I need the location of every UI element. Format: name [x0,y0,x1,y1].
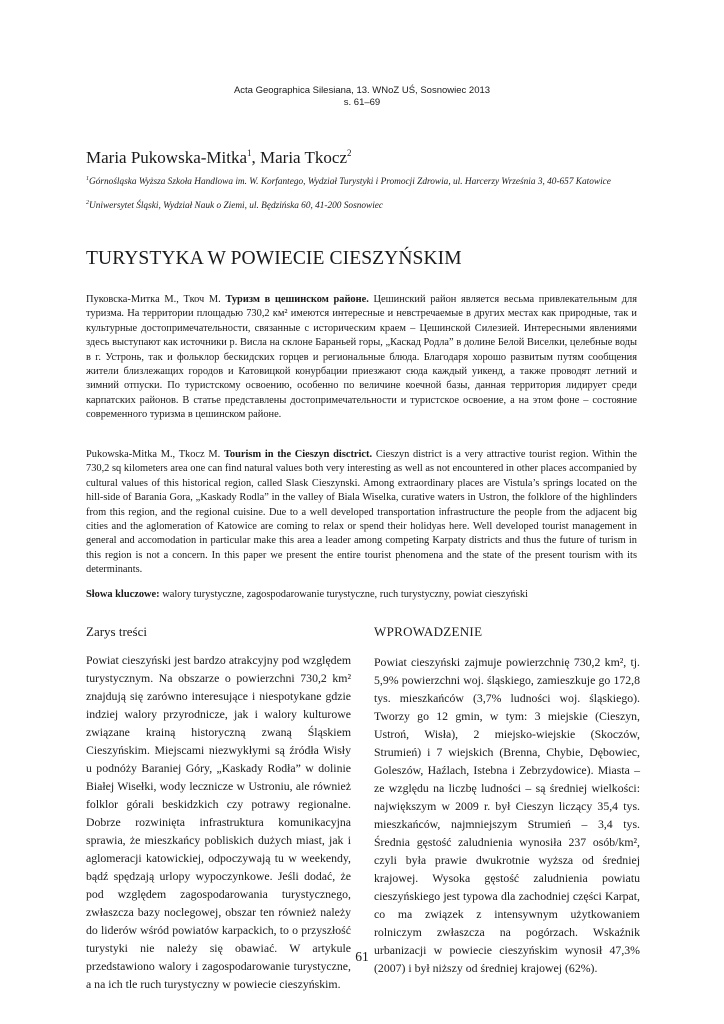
summary-text: Powiat cieszyński jest bardzo atrakcyjny pod względem turystycznym. Na obszarze o powierzchni 730,2 km² znajdują się zarówno interesujące i niespotykane gdzie indziej walory przyrodnicze, jak i walory kulturowe związane krainą historyczną zwaną Śląskiem Cieszyńskim. Miejscami niezwykłymi są źródła Wisły u podnóży Baraniej Góry, „Kaskady Rodła” w dolinie Białej Wisełki, wody lecznicze w Ustroniu, ale również folklor górali beskidzkich czy potrawy regionalne. Dobrze rozwinięta infrastruktura komunikacyjna sprawia, że mieszkańcy pobliskich dużych miast, jak i aglomeracji katowickiej, odpoczywają tu w weekendy, bądź spędzają urlopy wypoczynkowe. Jeśli dodać, że pod względem zagospodarowania turystycznego, zwłaszcza bazy noclegowej, obszar ten również należy do liderów wśród powiatów karpackich, to o przyszłość turystyki nie należy się obawiać. W artykule przedstawiono walory i zagospodarowanie turystyczne, a na ich tle ruch turystyczny w powiecie cieszyńskim. [86,653,351,991]
abstract-ru-title: Туризм в цешинском районе. [225,294,369,305]
abstract-en-title: Tourism in the Cieszyn disctrict. [223,449,373,460]
affiliation-1-mark: 1 [86,176,89,182]
author-separator: , [251,148,261,167]
affiliation-2-text: Uniwersytet Śląski, Wydział Nauk o Ziemi, ul. Będzińska 60, 41-200 Sosnowiec [89,201,384,211]
keywords [86,588,637,602]
introduction-heading: WPROWADZENIE [374,624,483,639]
abstract-english [86,448,637,578]
keywords-text: walory turystyczne, zagospodarowanie turystyczne, ruch turystyczny, powiat cieszyński [159,589,528,600]
abstract-en-authors: Pukowska-Mitka M., Tkocz M. [86,449,224,460]
author-1-name: Maria Pukowska-Mitka [86,148,248,167]
affiliation-1-text: Górnośląska Wyższa Szkoła Handlowa im. W. Korfantego, Wydział Turystyki i Promocji Zdrowia, ul. Harcerzy Września 3, 40-657 Katowice [89,177,611,187]
abstract-en-text: Cieszyn district is a very attractive tourist region. Within the 730,2 sq kilometers area one can find natural values both very interesting as well as not encountered in other places accompanied by cultural values of this historical region, called Slask Cieszynski. Among extraordinary places are Vistula’s springs located on the hill-side of Barania Gora, „Kaskady Rodla” in the valley of Biala Wiselka, curative waters in Ustron, the folklore of the highlinders from this region, and the regional cuisine. Due to a well developed transportation infrastructure the people from the adjacent big cities and the aglomeration of Katowice are coming to relax or spend their holidyas here. Well developed tourist management in general and accomodation in particular make this area a leader among competing Karpaty districts and thus the future of turism in this region is not a concern. In this paper we present the entire tourist phenomena and the state of the present tourism with its determinants. [86,449,637,576]
author-line [86,148,352,168]
journal-citation: Acta Geographica Silesiana, 13. WNoZ UŚ, Sosnowiec 2013 [233,85,491,96]
affiliation-2 [86,200,646,212]
affiliation-1 [86,176,646,188]
affiliation-2-mark: 2 [86,200,89,206]
abstract-russian [86,293,637,423]
summary-heading: Zarys treści [86,624,148,639]
author-1-affiliation-mark: 1 [247,148,252,158]
abstract-ru-authors: Пуковска-Митка М., Ткоч М. [86,294,226,305]
author-2-affiliation-mark: 2 [347,148,352,158]
page-number: 61 [355,949,369,964]
journal-header [0,85,724,109]
introduction-text: Powiat cieszyński zajmuje powierzchnię 730,2 km², tj. 5,9% powierzchni woj. śląskiego, zamieszkuje go 172,8 tys. mieszkańców (3,7% ludności woj. śląskiego). Tworzy go 12 gmin, w tym: 3 miejskie (Cieszyn, Ustroń, Wisła), 2 miejsko-wiejskie (Skoczów, Strumień) i 7 wiejskich (Brenna, Chybie, Dębowiec, Goleszów, Haźlach, Istebna i Zebrzydowice). Miasta – ze względu na liczbę ludności – są średniej wielkości: największym w 2009 r. był Cieszyn liczący 35,4 tys. mieszkańców, najmniejszym Strumień – 3,4 tys. Średnia gęstość zaludnienia wynosiła 237 osób/km², czyli była prawie dwukrotnie wyższa od średniej krajowej. Wysoka gęstość zaludnienia powiatu cieszyńskiego jest typowa dla zachodniej części Karpat, co ma związek z intensywnym użytkowaniem rolniczym zwłaszcza na pogórzach. Wskaźnik urbanizacji w powiecie cieszyńskim wynosił 47,3% (2007) i był niższy od średniej krajowej (62%). [374,655,640,975]
keywords-label: Słowa kluczowe: [86,589,160,600]
journal-pages: s. 61–69 [343,97,381,108]
abstract-ru-text: Цешинский район является весьма привлекательным для туризма. На территории площадью 730,2 км² имеются интересные и невстречаемые в других местах как природные, так и культурные достопримечательности, связанные с историческим краем – Цешинской Силезией. Интересными явлениями здесь выступают как источники р. Висла на склоне Бараньей горы, „Каскад Родла” в долине Белой Виселки, целебные воды в г. Устронь, так и фольклор бескидских горцев и региональные блюда. Благодаря хорошо развитым путям сообщения жители близлежащих городов и Катовицкой конурбации приезжают сюда каждый уикенд, а также проводят летний и зимний отпуски. По туристскому освоению, особенно по величине коечной базы, данная территория лидирует среди карпатских районов. В статье представлены достопримечательности и туристское освоение, а на этом фоне – состояние современного туризма в цешинском районе. [86,294,637,421]
article-title: TURYSTYKA W POWIECIE CIESZYŃSKIM [86,248,462,269]
author-2-name: Maria Tkocz [260,148,348,167]
